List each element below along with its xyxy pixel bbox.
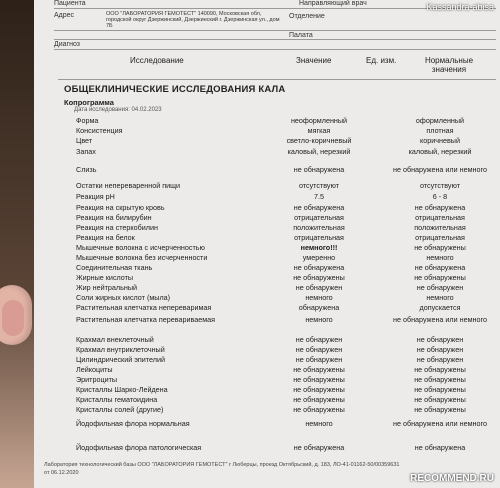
- test-name: Цилиндрический эпителий: [76, 355, 165, 364]
- study-date: Дата исследования: 04.02.2023: [74, 107, 162, 113]
- test-value: каловый, нерезкий: [287, 147, 351, 156]
- watermark-author: Kassandra-abisa: [426, 2, 494, 12]
- test-name: Консистенция: [76, 126, 123, 135]
- patient-label: Пациента: [54, 0, 86, 7]
- test-value: умеренно: [302, 253, 336, 262]
- test-value: мягкая: [307, 126, 331, 135]
- test-norm: немного: [426, 293, 454, 302]
- test-name: Цвет: [76, 136, 93, 145]
- table-row: [34, 166, 500, 177]
- test-value: не обнаружены: [293, 365, 345, 374]
- test-value: не обнаружена: [293, 203, 345, 212]
- test-norm: не обнаружена: [414, 443, 466, 452]
- test-norm: 6 - 8: [432, 192, 448, 201]
- test-name: Слизь: [76, 165, 97, 174]
- test-value: немного!!!: [300, 243, 338, 252]
- test-name: Жир нейтральный: [76, 283, 138, 292]
- test-norm: не обнаружены: [414, 365, 466, 374]
- divider: [54, 49, 496, 50]
- test-norm: не обнаружены: [414, 243, 466, 252]
- column-value: Значение: [296, 56, 332, 65]
- test-name: Реакция на скрытую кровь: [76, 203, 165, 212]
- test-name: Растительная клетчатка перевариваемая: [76, 315, 216, 324]
- test-name: Мышечные волокна без исчерченности: [76, 253, 208, 262]
- test-name: Реакция на белок: [76, 233, 135, 242]
- test-value: немного: [305, 293, 333, 302]
- department-label: Отделение: [289, 13, 325, 20]
- test-norm: оформленный: [415, 116, 465, 125]
- column-norm: Нормальные значения: [424, 56, 474, 74]
- table-row: [34, 316, 500, 327]
- table-row: [34, 406, 500, 417]
- test-norm: не обнаружена или немного: [393, 419, 487, 428]
- test-name: Крахмал внеклеточный: [76, 335, 154, 344]
- address-label: Адрес: [54, 12, 75, 19]
- test-value: обнаружена: [298, 303, 340, 312]
- test-value: не обнаружен: [295, 355, 343, 364]
- test-norm: не обнаружен: [416, 335, 464, 344]
- test-norm: не обнаружены: [414, 375, 466, 384]
- test-name: Йодофильная флора нормальная: [76, 419, 190, 428]
- test-value: не обнаружены: [293, 395, 345, 404]
- test-name: Соли жирных кислот (мыла): [76, 293, 171, 302]
- test-value: не обнаружены: [293, 273, 345, 282]
- test-norm: не обнаружена или немного: [393, 315, 487, 324]
- address-text: ООО "ЛАБОРАТОРИЯ ГЕМОТЕСТ" 140090, Московская обл, городской округ Дзержинский, Дзержинский г. Дзержинская ул., дом 7Б: [106, 11, 280, 29]
- test-norm: не обнаружены: [414, 273, 466, 282]
- test-norm: положительная: [414, 223, 466, 232]
- test-name: Соединительная ткань: [76, 263, 153, 272]
- table-row: [34, 420, 500, 431]
- test-value: не обнаружен: [295, 283, 343, 292]
- test-norm: отрицательная: [415, 233, 465, 242]
- diagnosis-label: Диагноз: [54, 41, 80, 48]
- test-value: не обнаружен: [295, 335, 343, 344]
- test-norm: плотная: [426, 126, 454, 135]
- test-name: Растительная клетчатка непереваримая: [76, 303, 212, 312]
- lab-footer: Лаборатория технологический базы ООО "ЛАБОРАТОРИЯ ГЕМОТЕСТ" г Люберцы, проезд Октябрьский, д. 183, ЛО-41-01162-50/00359631: [44, 462, 400, 468]
- test-value: неоформленный: [290, 116, 348, 125]
- test-norm: каловый, нерезкий: [408, 147, 472, 156]
- test-value: немного: [305, 419, 333, 428]
- test-name: Эритроциты: [76, 375, 118, 384]
- test-norm: допускается: [419, 303, 461, 312]
- test-norm: коричневый: [420, 136, 460, 145]
- test-norm: не обнаружены: [414, 395, 466, 404]
- test-value: отсутствуют: [298, 181, 340, 190]
- test-norm: не обнаружен: [416, 345, 464, 354]
- test-name: Кристаллы Шарко-Лейдена: [76, 385, 168, 394]
- test-name: Остатки непереваренной пищи: [76, 181, 181, 190]
- test-name: Йодофильная флора патологическая: [76, 443, 202, 452]
- test-norm: отсутствуют: [419, 181, 461, 190]
- test-name: Лейкоциты: [76, 365, 113, 374]
- test-value: не обнаружена: [293, 165, 345, 174]
- test-norm: не обнаружены: [414, 385, 466, 394]
- test-value: не обнаружены: [293, 405, 345, 414]
- subsection-title: Копрограмма: [64, 98, 114, 107]
- table-row: [34, 444, 500, 455]
- watermark-site: RECOMMEND.RU: [410, 473, 494, 484]
- fingernail: [2, 300, 24, 336]
- test-value: немного: [305, 315, 333, 324]
- test-value: отрицательная: [294, 233, 344, 242]
- test-value: 7.5: [314, 192, 324, 201]
- test-name: Реакция на стеркобилин: [76, 223, 158, 232]
- lab-report-sheet: [34, 0, 500, 488]
- test-norm: отрицательная: [415, 213, 465, 222]
- table-row: [34, 148, 500, 159]
- test-name: Запах: [76, 147, 96, 156]
- test-name: Кристаллы гематоидина: [76, 395, 158, 404]
- test-name: Кристаллы солей (другие): [76, 405, 164, 414]
- test-name: Реакция pH: [76, 192, 115, 201]
- test-norm: не обнаружена или немного: [393, 165, 487, 174]
- test-name: Жирные кислоты: [76, 273, 134, 282]
- divider: [54, 39, 496, 40]
- divider: [58, 79, 496, 80]
- column-test: Исследование: [130, 56, 184, 65]
- test-norm: не обнаружена: [414, 203, 466, 212]
- test-norm: не обнаружен: [416, 283, 464, 292]
- doctor-label: Направляющий врач: [299, 0, 367, 7]
- test-norm: не обнаружен: [416, 355, 464, 364]
- test-name: Мышечные волокна с исчерченностью: [76, 243, 205, 252]
- test-value: положительная: [293, 223, 345, 232]
- test-value: не обнаружены: [293, 375, 345, 384]
- test-name: Реакция на билирубин: [76, 213, 152, 222]
- test-norm: немного: [426, 253, 454, 262]
- test-value: отрицательная: [294, 213, 344, 222]
- ward-label: Палата: [289, 32, 313, 39]
- lab-footer-date: от 06.12.2020: [44, 470, 79, 476]
- column-unit: Ед. изм.: [366, 56, 397, 65]
- divider: [54, 30, 496, 31]
- test-value: не обнаружены: [293, 385, 345, 394]
- test-name: Форма: [76, 116, 99, 125]
- test-norm: не обнаружена: [414, 263, 466, 272]
- table-row: [34, 304, 500, 315]
- test-norm: не обнаружены: [414, 405, 466, 414]
- test-value: не обнаружена: [293, 443, 345, 452]
- test-value: не обнаружен: [295, 345, 343, 354]
- test-value: не обнаружена: [293, 263, 345, 272]
- test-name: Крахмал внутриклеточный: [76, 345, 165, 354]
- test-value: светло-коричневый: [286, 136, 352, 145]
- section-title: ОБЩЕКЛИНИЧЕСКИЕ ИССЛЕДОВАНИЯ КАЛА: [64, 84, 286, 95]
